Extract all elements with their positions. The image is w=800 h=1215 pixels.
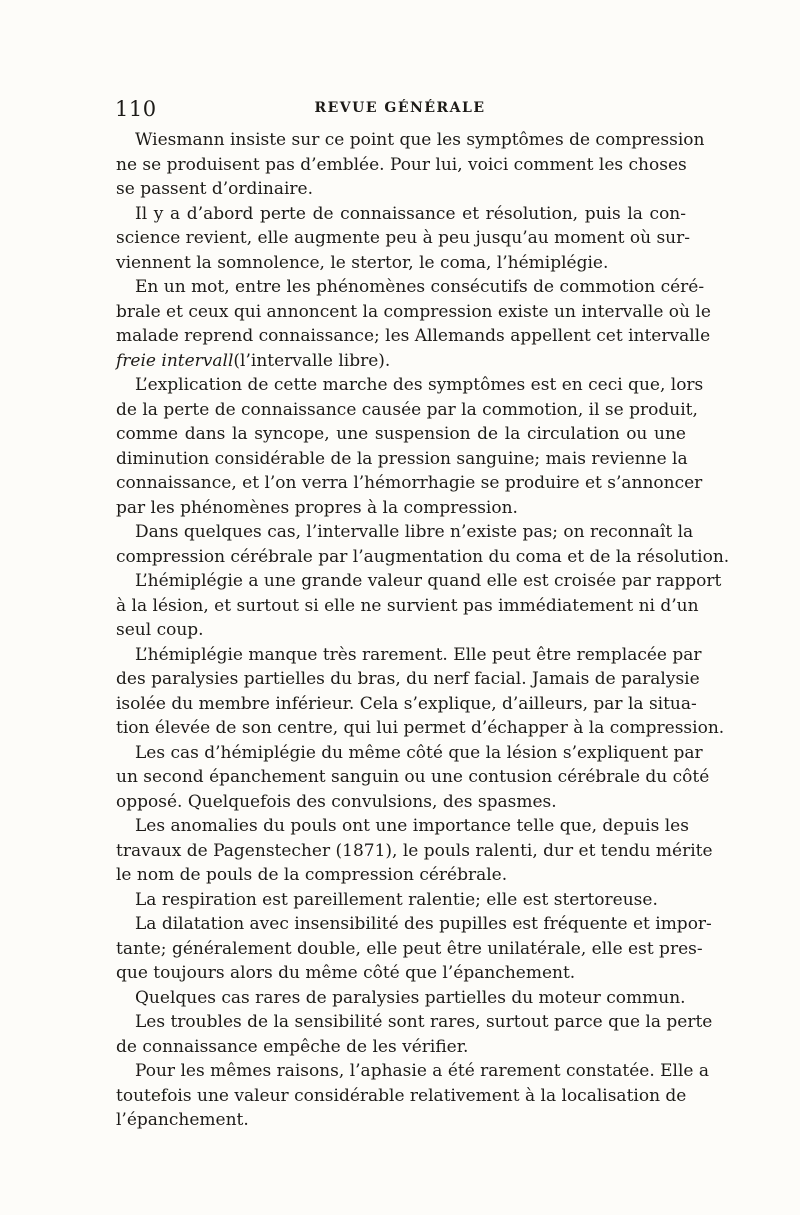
text-line: Quelques cas rares de paralysies partielles du moteur commun. bbox=[135, 987, 686, 1008]
text-line: toutefois une valeur considérable relativement à la localisation de bbox=[116, 1085, 687, 1106]
text-line: tion élevée de son centre, qui lui permet d’échapper à la compression. bbox=[116, 718, 725, 738]
text-line: Il y a d’abord perte de connaissance et résolution, puis la con- bbox=[135, 203, 686, 224]
italic-term: freie intervall bbox=[116, 350, 234, 371]
text-line: Pour les mêmes raisons, l’aphasie a été rarement constatée. Elle a bbox=[135, 1061, 710, 1081]
text-line: à la lésion, et surtout si elle ne survient pas immédiatement ni d’un bbox=[116, 595, 699, 616]
text-line: science revient, elle augmente peu à peu jusqu’au moment où sur- bbox=[116, 228, 690, 248]
text-line: travaux de Pagenstecher (1871), le pouls ralenti, dur et tendu mérite bbox=[116, 840, 713, 861]
page-number: 110 bbox=[115, 97, 157, 121]
text-line: Dans quelques cas, l’intervalle libre n’existe pas; on reconnaît la bbox=[135, 522, 694, 542]
text-line: des paralysies partielles du bras, du nerf facial. Jamais de paralysie bbox=[116, 669, 700, 689]
text-line-rest: (l’intervalle libre). bbox=[233, 350, 391, 371]
text-line: diminution considérable de la pression sanguine; mais revienne la bbox=[116, 448, 688, 469]
text-line: malade reprend connaissance; les Allemands appellent cet intervalle bbox=[116, 326, 711, 346]
text-line: tante; généralement double, elle peut être unilatérale, elle est pres- bbox=[116, 938, 703, 959]
text-line bbox=[116, 349, 686, 374]
text-line: seul coup. bbox=[116, 620, 204, 640]
text-line: Les anomalies du pouls ont une importance telle que, depuis les bbox=[135, 816, 689, 836]
text-line: connaissance, et l’on verra l’hémorrhagie se produire et s’annoncer bbox=[116, 473, 703, 493]
text-line: que toujours alors du même côté que l’épanchement. bbox=[116, 963, 576, 983]
text-line: de la perte de connaissance causée par la commotion, il se produit, bbox=[116, 399, 698, 420]
text-line: L’explication de cette marche des symptômes est en ceci que, lors bbox=[135, 375, 704, 395]
text-line: viennent la somnolence, le stertor, le coma, l’hémiplégie. bbox=[116, 252, 609, 273]
body-text bbox=[116, 128, 730, 1133]
text-line: un second épanchement sanguin ou une contusion cérébrale du côté bbox=[116, 767, 710, 787]
text-line: brale et ceux qui annoncent la compression existe un intervalle où le bbox=[116, 301, 711, 322]
text-line: l’épanchement. bbox=[116, 1110, 249, 1130]
text-line: Les cas d’hémiplégie du même côté que la lésion s’expliquent par bbox=[135, 742, 703, 763]
text-line: La dilatation avec insensibilité des pupilles est fréquente et impor- bbox=[135, 914, 712, 934]
text-line: La respiration est pareillement ralentie; elle est stertoreuse. bbox=[135, 889, 658, 910]
text-line: comme dans la syncope, une suspension de la circulation ou une bbox=[116, 424, 686, 444]
text-line: En un mot, entre les phénomènes consécutifs de commotion céré- bbox=[135, 277, 705, 297]
text-line: Les troubles de la sensibilité sont rares, surtout parce que la perte bbox=[135, 1012, 713, 1032]
text-line: L’hémiplégie a une grande valeur quand elle est croisée par rapport bbox=[135, 571, 722, 591]
text-line: de connaissance empêche de les vérifier. bbox=[116, 1036, 469, 1057]
text-line: isolée du membre inférieur. Cela s’explique, d’ailleurs, par la situa- bbox=[116, 693, 697, 714]
running-title: REVUE GÉNÉRALE bbox=[314, 100, 486, 116]
text-line: le nom de pouls de la compression cérébrale. bbox=[116, 865, 508, 885]
text-line: ne se produisent pas d’emblée. Pour lui, voici comment les choses bbox=[116, 154, 687, 175]
text-line: opposé. Quelquefois des convulsions, des spasmes. bbox=[116, 791, 557, 812]
text-line: par les phénomènes propres à la compression. bbox=[116, 497, 518, 518]
text-line: L’hémiplégie manque très rarement. Elle peut être remplacée par bbox=[135, 644, 702, 665]
page-header bbox=[115, 97, 685, 123]
text-line: Wiesmann insiste sur ce point que les symptômes de compression bbox=[135, 130, 705, 150]
text-line: se passent d’ordinaire. bbox=[116, 179, 313, 199]
text-line: compression cérébrale par l’augmentation du coma et de la résolution. bbox=[116, 546, 730, 567]
